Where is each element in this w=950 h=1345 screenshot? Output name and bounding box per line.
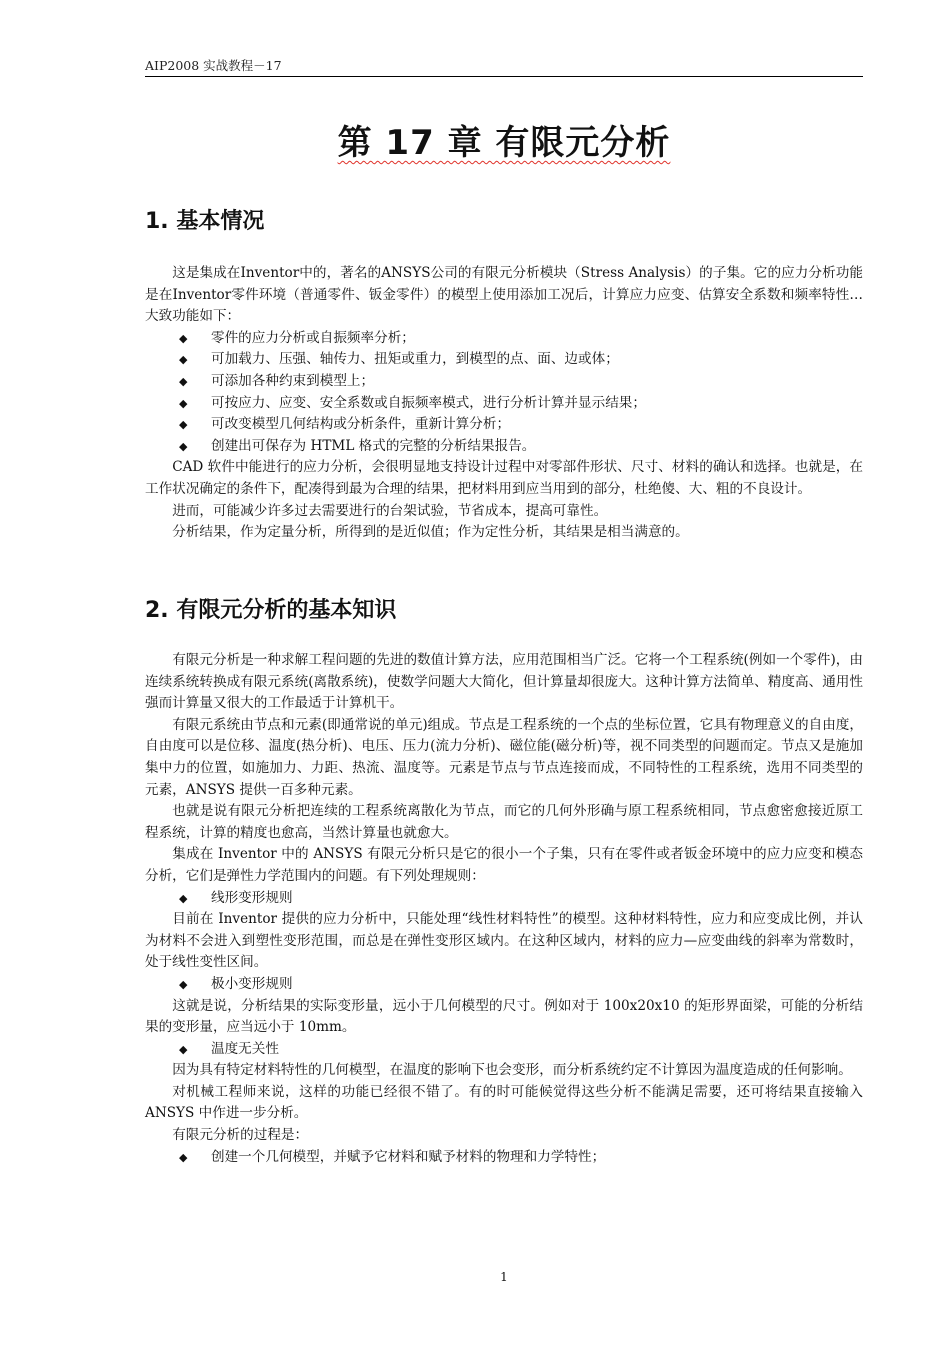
document-page	[145, 0, 863, 1345]
bullet-icon: ◆	[179, 1042, 188, 1056]
list-item-text: 极小变形规则	[211, 975, 293, 992]
list-item-text: 可加载力、压强、轴传力、扭矩或重力，到模型的点、面、边或体；	[211, 351, 619, 368]
bullet-icon: ◆	[179, 977, 188, 991]
paragraph: 有限元分析的过程是：	[172, 1127, 309, 1144]
list-item	[145, 371, 863, 393]
paragraph: 对机械工程师来说，这样的功能已经很不错了。有的时可能候觉得这些分析不能满足需要，还可将结果直接输入 ANSYS 中作进一步分析。	[145, 1083, 863, 1122]
list-item	[145, 328, 863, 350]
bullet-icon: ◆	[179, 891, 188, 905]
list-item	[145, 349, 863, 371]
section-2-heading: 2. 有限元分析的基本知识	[145, 598, 397, 623]
section-1-body	[145, 263, 863, 544]
list-item	[145, 974, 863, 996]
running-header: AIP2008 实战教程－17	[145, 58, 282, 73]
paragraph: 进而，可能减少许多过去需要进行的台架试验，节省成本，提高可靠性。	[172, 502, 608, 519]
bullet-icon: ◆	[179, 396, 188, 410]
bullet-icon: ◆	[179, 1150, 188, 1164]
paragraph: 分析结果，作为定量分析，所得到的是近似值；作为定性分析，其结果是相当满意的。	[172, 524, 689, 541]
chapter-title-text: 第 17 章 有限元分析	[337, 123, 671, 163]
bullet-icon: ◆	[179, 439, 188, 453]
list-item-text: 零件的应力分析或自振频率分析；	[211, 329, 415, 346]
bullet-icon: ◆	[179, 418, 188, 432]
list-item	[145, 414, 863, 436]
section-1-intro: 这是集成在Inventor中的，著名的ANSYS公司的有限元分析模块（Stress Analysis）的子集。它的应力分析功能是在Inventor零件环境（普通零件、钣金零件）的模型上使用添加工况后，计算应力应变、估算安全系数和频率特性… 大致功能如下：	[145, 265, 863, 325]
list-item	[145, 393, 863, 415]
page-number: 1	[500, 1270, 508, 1284]
bullet-icon: ◆	[179, 331, 188, 345]
list-item-text: 温度无关性	[211, 1040, 279, 1057]
paragraph: CAD 软件中能进行的应力分析，会很明显地支持设计过程中对零部件形状、尺寸、材料的确认和选择。也就是，在工作状况确定的条件下，配凑得到最为合理的结果，把材料用到应当用到的部分，杜绝傻、大、粗的不良设计。	[145, 459, 863, 497]
list-item	[145, 436, 863, 458]
list-item-text: 可改变模型几何结构或分析条件，重新计算分析；	[211, 416, 511, 433]
list-item-text: 可按应力、应变、安全系数或自振频率模式，进行分析计算并显示结果；	[211, 394, 646, 411]
bullet-icon: ◆	[179, 374, 188, 388]
paragraph: 也就是说有限元分析把连续的工程系统离散化为节点，而它的几何外形确与原工程系统相同，节点愈密愈接近原工程系统，计算的精度也愈高，当然计算量也就愈大。	[145, 803, 863, 841]
paragraph: 有限元分析是一种求解工程问题的先进的数值计算方法，应用范围相当广泛。它将一个工程系统(例如一个零件)，由连续系统转换成有限元系统(离散系统)，使数学问题大大简化，但计算量却很庞大。这种计算方法简单、精度高、通用性强而计算量又很大的工作最适于计算机干。	[145, 652, 863, 712]
list-item-text: 线形变形规则	[211, 889, 293, 906]
bullet-icon: ◆	[179, 353, 188, 367]
list-item-text: 可添加各种约束到模型上；	[211, 372, 375, 389]
list-item-text: 创建出可保存为 HTML 格式的完整的分析结果报告。	[211, 437, 536, 454]
list-item-text: 创建一个几何模型，并赋予它材料和赋予材料的物理和力学特性；	[211, 1148, 606, 1165]
paragraph: 因为具有特定材料特性的几何模型，在温度的影响下也会变形，而分析系统约定不计算因为温度造成的任何影响。	[172, 1062, 852, 1079]
paragraph: 目前在 Inventor 提供的应力分析中，只能处理“线性材料特性”的模型。这种材料特性，应力和应变成比例，并认为材料不会进入到塑性变形范围，而总是在弹性变形区域内。在这种区域内，材料的应力—应变曲线的斜率为常数时，处于线性变性区间。	[145, 911, 863, 971]
paragraph: 有限元系统由节点和元素(即通常说的单元)组成。节点是工程系统的一个点的坐标位置，它具有物理意义的自由度，自由度可以是位移、温度(热分析)、电压、压力(流力分析)、磁位能(磁分析)等，视不同类型的问题而定。节点又是施加集中力的位置，如施加力、力距、热流、温度等。元素是节点与节点连接而成，不同特性的工程系统，选用不同类型的元素，ANSYS 提供一百多种元素。	[145, 716, 863, 798]
list-item	[145, 1147, 863, 1169]
list-item	[145, 1039, 863, 1061]
chapter-title	[145, 115, 863, 164]
section-1-heading: 1. 基本情况	[145, 209, 265, 234]
paragraph: 这就是说，分析结果的实际变形量，远小于几何模型的尺寸。例如对于 100x20x10 的矩形界面梁，可能的分析结果的变形量，应当远小于 10mm。	[145, 997, 863, 1036]
list-item	[145, 888, 863, 910]
paragraph: 集成在 Inventor 中的 ANSYS 有限元分析只是它的很小一个子集，只有在零件或者钣金环境中的应力应变和模态分析，它们是弹性力学范围内的问题。有下列处理规则：	[145, 846, 863, 884]
section-2-body	[145, 650, 863, 1168]
header-rule	[145, 76, 863, 77]
